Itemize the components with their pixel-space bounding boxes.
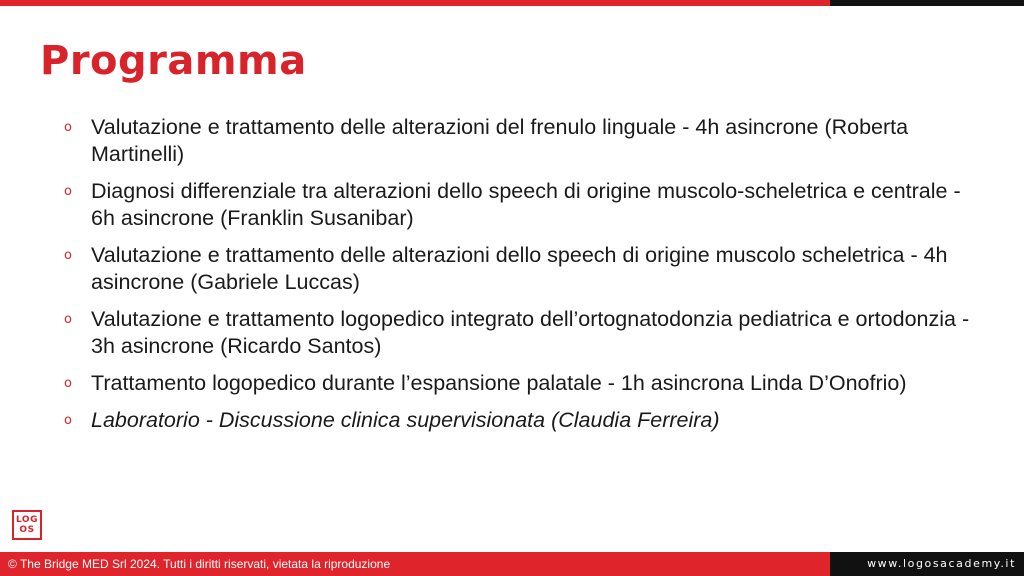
footer-website-link[interactable]: www.logosacademy.it	[867, 557, 1016, 570]
logo-text-line1: LOG	[16, 515, 38, 525]
footer-copyright: © The Bridge MED Srl 2024. Tutti i diritti riservati, vietata la riproduzione	[8, 557, 391, 571]
list-item-text: Laboratorio - Discussione clinica supervisionata (Claudia Ferreira)	[91, 408, 720, 432]
logo-text-line2: OS	[19, 525, 35, 535]
list-item	[64, 407, 984, 434]
list-item-text: Valutazione e trattamento delle alterazioni dello speech di origine muscolo scheletrica - 4h asincrone (Gabriele Luccas)	[91, 243, 948, 294]
bullet-icon: o	[64, 312, 72, 327]
list-item	[64, 242, 984, 296]
logos-logo	[12, 510, 42, 540]
list-item-text: Valutazione e trattamento delle alterazioni del frenulo linguale - 4h asincrone (Roberta Martinelli)	[91, 115, 909, 166]
list-item	[64, 370, 984, 397]
bullet-icon: o	[64, 120, 72, 135]
top-accent-bar-red	[0, 0, 830, 6]
program-list	[64, 114, 984, 444]
list-item-text: Diagnosi differenziale tra alterazioni dello speech di origine muscolo-scheletrica e centrale - 6h asincrone (Franklin Susanibar)	[91, 179, 961, 230]
top-accent-bar-black	[830, 0, 1024, 6]
slide-title: Programma	[40, 38, 307, 84]
list-item	[64, 114, 984, 168]
list-item	[64, 306, 984, 360]
list-item-text: Trattamento logopedico durante l’espansione palatale - 1h asincrona Linda D’Onofrio)	[91, 371, 907, 395]
bullet-icon: o	[64, 184, 72, 199]
bullet-icon: o	[64, 413, 72, 428]
list-item-text: Valutazione e trattamento logopedico integrato dell’ortognatodonzia pediatrica e ortodonzia - 3h asincrone (Ricardo Santos)	[91, 307, 970, 358]
bullet-icon: o	[64, 248, 72, 263]
list-item	[64, 178, 984, 232]
bullet-icon: o	[64, 376, 72, 391]
